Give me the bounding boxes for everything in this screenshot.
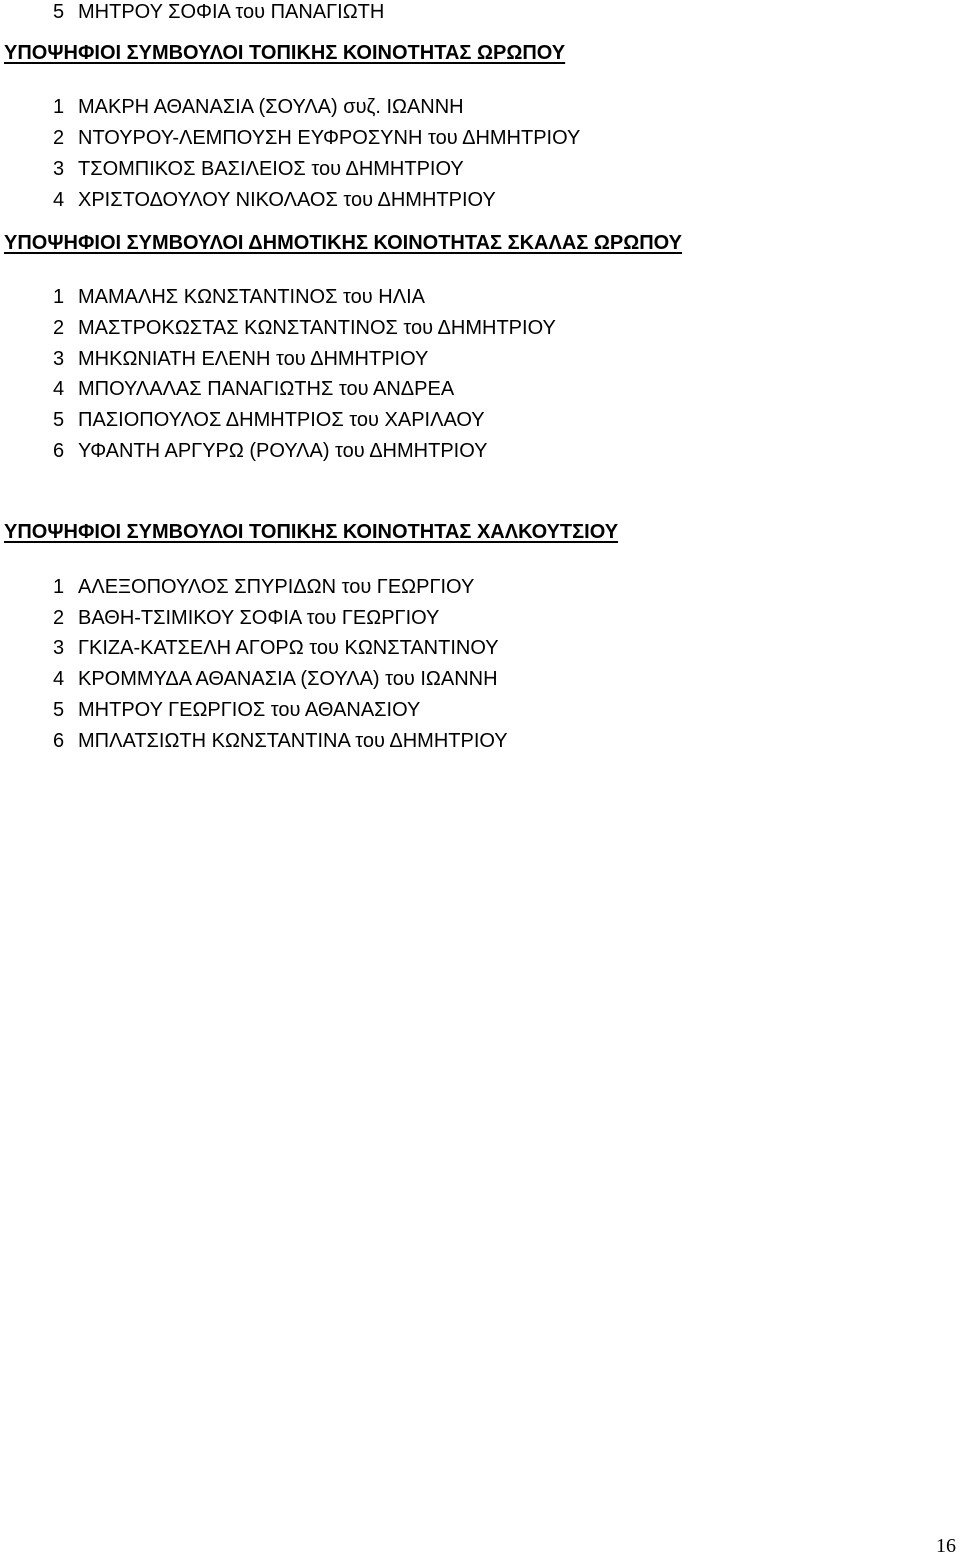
candidate-name: ΜΑΣΤΡΟΚΩΣΤΑΣ ΚΩΝΣΤΑΝΤΙΝΟΣ του ΔΗΜΗΤΡΙΟΥ (78, 317, 556, 339)
candidate-name: ΜΑΜΑΛΗΣ ΚΩΝΣΤΑΝΤΙΝΟΣ του ΗΛΙΑ (78, 286, 425, 308)
item-number: 5 (53, 1, 65, 23)
list-item (53, 636, 499, 660)
candidate-name: ΜΠΛΑΤΣΙΩΤΗ ΚΩΝΣΤΑΝΤΙΝΑ του ΔΗΜΗΤΡΙΟΥ (78, 730, 508, 752)
item-number: 2 (53, 607, 65, 629)
item-number: 1 (53, 286, 65, 308)
item-number: 5 (53, 699, 65, 721)
list-item (53, 667, 498, 691)
item-number: 3 (53, 637, 65, 659)
item-number: 6 (53, 730, 65, 752)
candidate-name: ΠΑΣΙΟΠΟΥΛΟΣ ΔΗΜΗΤΡΙΟΣ του ΧΑΡΙΛΑΟΥ (78, 409, 485, 431)
page-number: 16 (936, 1535, 956, 1557)
item-number: 2 (53, 317, 65, 339)
candidate-name: ΜΑΚΡΗ ΑΘΑΝΑΣΙΑ (ΣΟΥΛΑ) συζ. ΙΩΑΝΝΗ (78, 96, 464, 118)
item-number: 6 (53, 440, 65, 462)
item-number: 4 (53, 378, 65, 400)
candidate-name: ΧΡΙΣΤΟΔΟΥΛΟΥ ΝΙΚΟΛΑΟΣ του ΔΗΜΗΤΡΙΟΥ (78, 189, 496, 211)
list-item (53, 729, 508, 753)
candidate-name: ΜΠΟΥΛΑΛΑΣ ΠΑΝΑΓΙΩΤΗΣ του ΑΝΔΡΕΑ (78, 378, 455, 400)
item-number: 2 (53, 127, 65, 149)
candidate-name: ΤΣΟΜΠΙΚΟΣ ΒΑΣΙΛΕΙΟΣ του ΔΗΜΗΤΡΙΟΥ (78, 158, 464, 180)
item-number: 1 (53, 576, 65, 598)
candidate-name: ΜΗΤΡΟΥ ΣΟΦΙΑ του ΠΑΝΑΓΙΩΤΗ (78, 1, 385, 23)
candidate-name: ΜΗΤΡΟΥ ΓΕΩΡΓΙΟΣ του ΑΘΑΝΑΣΙΟΥ (78, 699, 421, 721)
item-number: 4 (53, 189, 65, 211)
list-item (53, 126, 580, 150)
section-heading: ΥΠΟΨΗΦΙΟΙ ΣΥΜΒΟΥΛΟΙ ΔΗΜΟΤΙΚΗΣ ΚΟΙΝΟΤΗΤΑΣ ΣΚΑΛΑΣ ΩΡΩΠΟΥ (4, 232, 683, 254)
item-number: 4 (53, 668, 65, 690)
list-item (53, 316, 556, 340)
item-number: 3 (53, 158, 65, 180)
list-item (53, 698, 420, 722)
list-item (53, 575, 474, 599)
candidate-name: ΒΑΘΗ-ΤΣΙΜΙΚΟΥ ΣΟΦΙΑ του ΓΕΩΡΓΙΟΥ (78, 607, 440, 629)
candidate-name: ΓΚΙΖΑ-ΚΑΤΣΕΛΗ ΑΓΟΡΩ του ΚΩΝΣΤΑΝΤΙΝΟΥ (78, 637, 499, 659)
candidate-name: ΝΤΟΥΡΟΥ-ΛΕΜΠΟΥΣΗ ΕΥΦΡΟΣΥΝΗ του ΔΗΜΗΤΡΙΟΥ (78, 127, 581, 149)
list-item (53, 377, 454, 401)
list-item (53, 285, 425, 309)
list-item (53, 347, 428, 371)
list-item (53, 606, 439, 630)
list-item (53, 95, 464, 119)
candidate-name: ΚΡΟΜΜΥΔΑ ΑΘΑΝΑΣΙΑ (ΣΟΥΛΑ) του ΙΩΑΝΝΗ (78, 668, 498, 690)
list-item (53, 157, 464, 181)
candidate-name: ΜΗΚΩΝΙΑΤΗ ΕΛΕΝΗ του ΔΗΜΗΤΡΙΟΥ (78, 348, 429, 370)
item-number: 5 (53, 409, 65, 431)
section-heading: ΥΠΟΨΗΦΙΟΙ ΣΥΜΒΟΥΛΟΙ ΤΟΠΙΚΗΣ ΚΟΙΝΟΤΗΤΑΣ ΩΡΩΠΟΥ (4, 42, 566, 64)
item-number: 1 (53, 96, 65, 118)
candidate-name: ΥΦΑΝΤΗ ΑΡΓΥΡΩ (ΡΟΥΛΑ) του ΔΗΜΗΤΡΙΟΥ (78, 440, 488, 462)
list-item (53, 408, 485, 432)
section-heading: ΥΠΟΨΗΦΙΟΙ ΣΥΜΒΟΥΛΟΙ ΤΟΠΙΚΗΣ ΚΟΙΝΟΤΗΤΑΣ ΧΑΛΚΟΥΤΣΙΟΥ (4, 521, 619, 543)
candidate-name: ΑΛΕΞΟΠΟΥΛΟΣ ΣΠΥΡΙΔΩΝ του ΓΕΩΡΓΙΟΥ (78, 576, 475, 598)
item-number: 3 (53, 348, 65, 370)
list-item (53, 188, 496, 212)
list-item (53, 439, 487, 463)
list-item (53, 0, 384, 24)
